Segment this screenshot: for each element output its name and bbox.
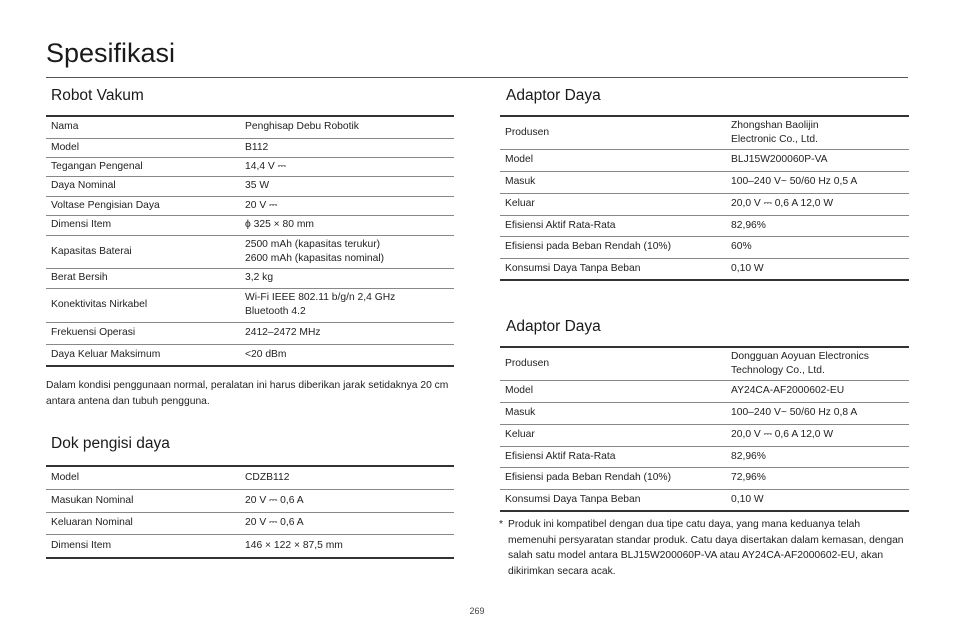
spec-label: Keluar bbox=[500, 193, 726, 215]
spec-label: Dimensi Item bbox=[46, 534, 240, 558]
spec-value: AY24CA-AF2000602-EU bbox=[726, 380, 909, 402]
spec-value: 0,10 W bbox=[726, 258, 909, 280]
table-row bbox=[500, 424, 909, 446]
spec-value: 0,10 W bbox=[726, 489, 909, 511]
spec-value bbox=[240, 288, 454, 322]
spec-label: Keluar bbox=[500, 424, 726, 446]
spec-label: Efisiensi Aktif Rata-Rata bbox=[500, 215, 726, 236]
spec-value: 82,96% bbox=[726, 446, 909, 467]
antenna-distance-note: Dalam kondisi penggunaan normal, peralatan ini harus diberikan jarak setidaknya 20 cm antara antena dan tubuh pengguna. bbox=[46, 380, 449, 407]
robot-vacuum-heading: Robot Vakum bbox=[51, 87, 144, 104]
spec-value: 100–240 V~ 50/60 Hz 0,8 A bbox=[726, 402, 909, 424]
power-adapter-2-spec-table bbox=[500, 346, 909, 512]
table-row bbox=[500, 446, 909, 467]
table-row bbox=[500, 380, 909, 402]
page-title: Spesifikasi bbox=[46, 38, 176, 68]
table-row bbox=[500, 347, 909, 380]
table-row bbox=[46, 116, 454, 138]
spec-value: 20 V ⎓ bbox=[240, 196, 454, 215]
table-row bbox=[46, 288, 454, 322]
spec-value: 82,96% bbox=[726, 215, 909, 236]
table-row bbox=[500, 193, 909, 215]
spec-label: Nama bbox=[46, 116, 240, 138]
spec-value: 35 W bbox=[240, 176, 454, 196]
table-row bbox=[500, 116, 909, 149]
spec-value bbox=[726, 347, 909, 380]
table-row bbox=[46, 344, 454, 366]
spec-label: Konsumsi Daya Tanpa Beban bbox=[500, 258, 726, 280]
spec-label: Model bbox=[46, 466, 240, 489]
table-row bbox=[46, 176, 454, 196]
spec-value-line: Zhongshan Baolijin bbox=[731, 119, 819, 131]
power-adapter-1-spec-table bbox=[500, 115, 909, 281]
spec-value: 146 × 122 × 87,5 mm bbox=[240, 534, 454, 558]
spec-value-line: Wi-Fi IEEE 802.11 b/g/n 2,4 GHz bbox=[245, 292, 396, 303]
spec-value: 72,96% bbox=[726, 467, 909, 489]
table-row bbox=[46, 466, 454, 489]
table-row bbox=[46, 489, 454, 512]
spec-label: Masukan Nominal bbox=[46, 489, 240, 512]
spec-label: Model bbox=[500, 380, 726, 402]
spec-value: 14,4 V ⎓ bbox=[240, 157, 454, 176]
spec-value: 20,0 V ⎓ 0,6 A 12,0 W bbox=[726, 193, 909, 215]
footnote-text: Produk ini kompatibel dengan dua tipe catu daya, yang mana keduanya telah memenuhi persyaratan standar produk. Catu daya disertakan dalam kemasan, dengan salah satu model antara BLJ15W200060P-VA atau AY24CA-AF2000602-EU, akan dikirimkan secara acak. bbox=[508, 519, 904, 577]
spec-value-line: Electronic Co., Ltd. bbox=[731, 133, 818, 145]
spec-value: 100–240 V~ 50/60 Hz 0,5 A bbox=[726, 171, 909, 193]
spec-label: Produsen bbox=[500, 347, 726, 380]
spec-label: Efisiensi pada Beban Rendah (10%) bbox=[500, 236, 726, 258]
spec-label: Voltase Pengisian Daya bbox=[46, 196, 240, 215]
table-row bbox=[46, 512, 454, 534]
spec-value-line: Technology Co., Ltd. bbox=[731, 364, 825, 376]
spec-value: Penghisap Debu Robotik bbox=[240, 116, 454, 138]
spec-label: Efisiensi Aktif Rata-Rata bbox=[500, 446, 726, 467]
table-row bbox=[500, 467, 909, 489]
power-adapter-2-heading: Adaptor Daya bbox=[506, 318, 601, 335]
charging-dock-spec-table bbox=[46, 465, 454, 559]
table-row bbox=[46, 534, 454, 558]
spec-label: Konsumsi Daya Tanpa Beban bbox=[500, 489, 726, 511]
title-divider bbox=[46, 77, 908, 78]
table-row bbox=[46, 268, 454, 288]
spec-value: 20 V ⎓ 0,6 A bbox=[240, 512, 454, 534]
spec-label: Masuk bbox=[500, 402, 726, 424]
spec-label: Berat Bersih bbox=[46, 268, 240, 288]
spec-label: Produsen bbox=[500, 116, 726, 149]
spec-label: Model bbox=[500, 149, 726, 171]
table-row bbox=[500, 236, 909, 258]
spec-value: ϕ 325 × 80 mm bbox=[240, 215, 454, 235]
footnote-marker: * bbox=[499, 519, 504, 530]
table-row bbox=[46, 138, 454, 157]
spec-label: Masuk bbox=[500, 171, 726, 193]
spec-value: 2412–2472 MHz bbox=[240, 322, 454, 344]
spec-label: Tegangan Pengenal bbox=[46, 157, 240, 176]
spec-value: BLJ15W200060P-VA bbox=[726, 149, 909, 171]
spec-value: 20,0 V ⎓ 0,6 A 12,0 W bbox=[726, 424, 909, 446]
spec-label: Konektivitas Nirkabel bbox=[46, 288, 240, 322]
table-row bbox=[500, 489, 909, 511]
page-number: 269 bbox=[469, 606, 485, 616]
spec-value bbox=[726, 116, 909, 149]
spec-label: Efisiensi pada Beban Rendah (10%) bbox=[500, 467, 726, 489]
table-row bbox=[500, 171, 909, 193]
table-row bbox=[500, 215, 909, 236]
spec-label: Frekuensi Operasi bbox=[46, 322, 240, 344]
power-adapter-1-heading: Adaptor Daya bbox=[506, 87, 601, 104]
spec-value-line: Bluetooth 4.2 bbox=[245, 306, 306, 317]
table-row bbox=[46, 196, 454, 215]
table-row bbox=[500, 402, 909, 424]
charging-dock-heading: Dok pengisi daya bbox=[51, 435, 170, 452]
spec-value: <20 dBm bbox=[240, 344, 454, 366]
spec-label: Daya Nominal bbox=[46, 176, 240, 196]
spec-value-line: Dongguan Aoyuan Electronics bbox=[731, 350, 869, 362]
adapter-footnote bbox=[499, 517, 909, 579]
spec-value-line: 2600 mAh (kapasitas nominal) bbox=[245, 252, 385, 264]
spec-label: Daya Keluar Maksimum bbox=[46, 344, 240, 366]
spec-label: Dimensi Item bbox=[46, 215, 240, 235]
spec-value: CDZB112 bbox=[240, 466, 454, 489]
table-row bbox=[46, 322, 454, 344]
spec-value bbox=[240, 235, 454, 268]
spec-value: 3,2 kg bbox=[240, 268, 454, 288]
spec-value: 60% bbox=[726, 236, 909, 258]
spec-label: Keluaran Nominal bbox=[46, 512, 240, 534]
table-row bbox=[500, 149, 909, 171]
spec-label: Model bbox=[46, 138, 240, 157]
spec-value: 20 V ⎓ 0,6 A bbox=[240, 489, 454, 512]
spec-label: Kapasitas Baterai bbox=[46, 235, 240, 268]
table-row bbox=[46, 215, 454, 235]
table-row bbox=[46, 235, 454, 268]
table-row bbox=[46, 157, 454, 176]
table-row bbox=[500, 258, 909, 280]
robot-vacuum-spec-table bbox=[46, 115, 454, 367]
spec-value: B112 bbox=[240, 138, 454, 157]
spec-value-line: 2500 mAh (kapasitas terukur) bbox=[245, 238, 381, 250]
